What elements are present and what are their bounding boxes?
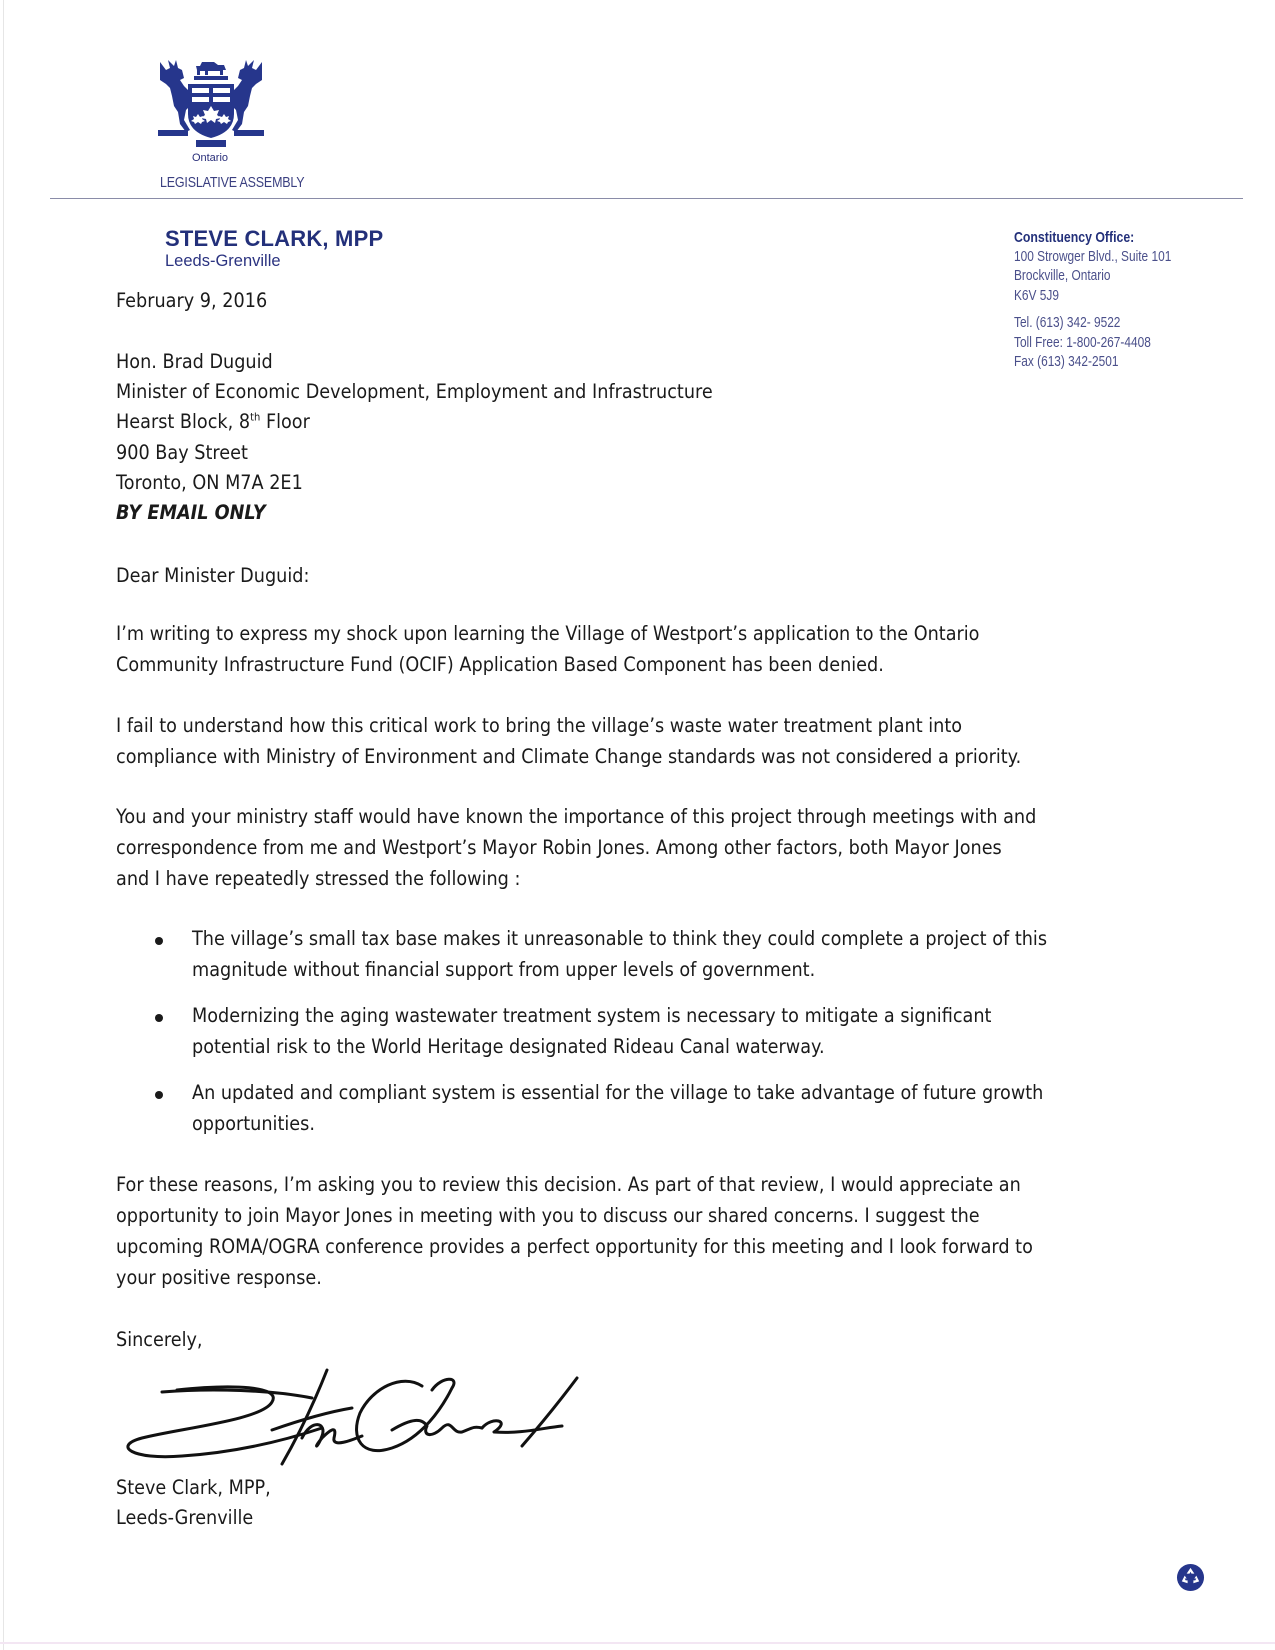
- header-divider: [50, 198, 1243, 199]
- bullet-line: magnitude without financial support from upper levels of government.: [192, 958, 816, 981]
- recycle-icon: [1176, 1563, 1205, 1592]
- signature-icon: [122, 1368, 582, 1468]
- paragraph-line: opportunity to join Mayor Jones in meeting with you to discuss our shared concerns. I suggest the: [116, 1204, 980, 1227]
- paragraph-line: correspondence from me and Westport’s Mayor Robin Jones. Among other factors, both Mayor Jones: [116, 836, 1002, 859]
- recipient-title: Minister of Economic Development, Employment and Infrastructure: [116, 380, 713, 403]
- paragraph-line: compliance with Ministry of Environment and Climate Change standards was not considered a priority.: [116, 745, 1022, 768]
- delivery-method: BY EMAIL ONLY: [116, 501, 266, 524]
- recipient-city: Toronto, ON M7A 2E1: [116, 471, 303, 494]
- constituency-office-block: [1014, 228, 1171, 373]
- building-text: Hearst Block, 8: [116, 410, 251, 433]
- bullet-line: An updated and compliant system is essential for the village to take advantage of future growth: [192, 1081, 1044, 1104]
- bullet-icon: [155, 937, 163, 945]
- paragraph-line: and I have repeatedly stressed the following :: [116, 867, 521, 890]
- sign-off: Sincerely,: [116, 1328, 203, 1351]
- crest-label: Ontario: [191, 152, 229, 164]
- paragraph-line: Community Infrastructure Fund (OCIF) Application Based Component has been denied.: [116, 653, 884, 676]
- office-fax: Fax (613) 342-2501: [1014, 354, 1119, 370]
- bullet-line: The village’s small tax base makes it unreasonable to think they could complete a project of this: [192, 927, 1048, 950]
- paragraph-line: upcoming ROMA/OGRA conference provides a perfect opportunity for this meeting and I look forward to: [116, 1235, 1033, 1258]
- legislative-assembly-label: LEGISLATIVE ASSEMBLY: [160, 175, 305, 191]
- bullet-line: potential risk to the World Heritage designated Rideau Canal waterway.: [192, 1035, 825, 1058]
- office-tel: Tel. (613) 342- 9522: [1014, 315, 1121, 331]
- paragraph-line: I’m writing to express my shock upon learning the Village of Westport’s application to the Ontario: [116, 622, 980, 645]
- letter-date: February 9, 2016: [116, 289, 268, 312]
- bullet-icon: [155, 1091, 163, 1099]
- mpp-riding: Leeds-Grenville: [165, 252, 281, 270]
- mpp-name: STEVE CLARK, MPP: [165, 226, 384, 251]
- office-toll-free: Toll Free: 1-800-267-4408: [1014, 334, 1151, 351]
- ontario-coat-of-arms-icon: [158, 58, 264, 154]
- salutation: Dear Minister Duguid:: [116, 564, 310, 587]
- paragraph-line: You and your ministry staff would have known the importance of this project through meetings with and: [116, 805, 1037, 828]
- recipient-name: Hon. Brad Duguid: [116, 350, 273, 373]
- bullet-icon: [155, 1014, 163, 1022]
- office-address-line: 100 Strowger Blvd., Suite 101: [1014, 248, 1172, 265]
- paragraph-line: your positive response.: [116, 1266, 322, 1289]
- bullet-line: Modernizing the aging wastewater treatment system is necessary to mitigate a significant: [192, 1004, 992, 1027]
- building-floor: Floor: [260, 410, 310, 433]
- page-edge-bottom: [0, 1642, 1275, 1644]
- paragraph-line: For these reasons, I’m asking you to review this decision. As part of that review, I would appreciate an: [116, 1173, 1021, 1196]
- office-address-line: Brockville, Ontario: [1014, 268, 1111, 284]
- page-edge-left: [3, 0, 4, 1650]
- signatory-name: Steve Clark, MPP,: [116, 1476, 271, 1499]
- building-ordinal: th: [250, 410, 261, 424]
- recipient-street: 900 Bay Street: [116, 441, 248, 464]
- paragraph-line: I fail to understand how this critical work to bring the village’s waste water treatment plant into: [116, 714, 963, 737]
- signatory-riding: Leeds-Grenville: [116, 1506, 254, 1529]
- office-address-line: K6V 5J9: [1014, 287, 1059, 304]
- recipient-building: [116, 410, 310, 433]
- office-title: Constituency Office:: [1014, 229, 1135, 246]
- bullet-line: opportunities.: [192, 1112, 315, 1135]
